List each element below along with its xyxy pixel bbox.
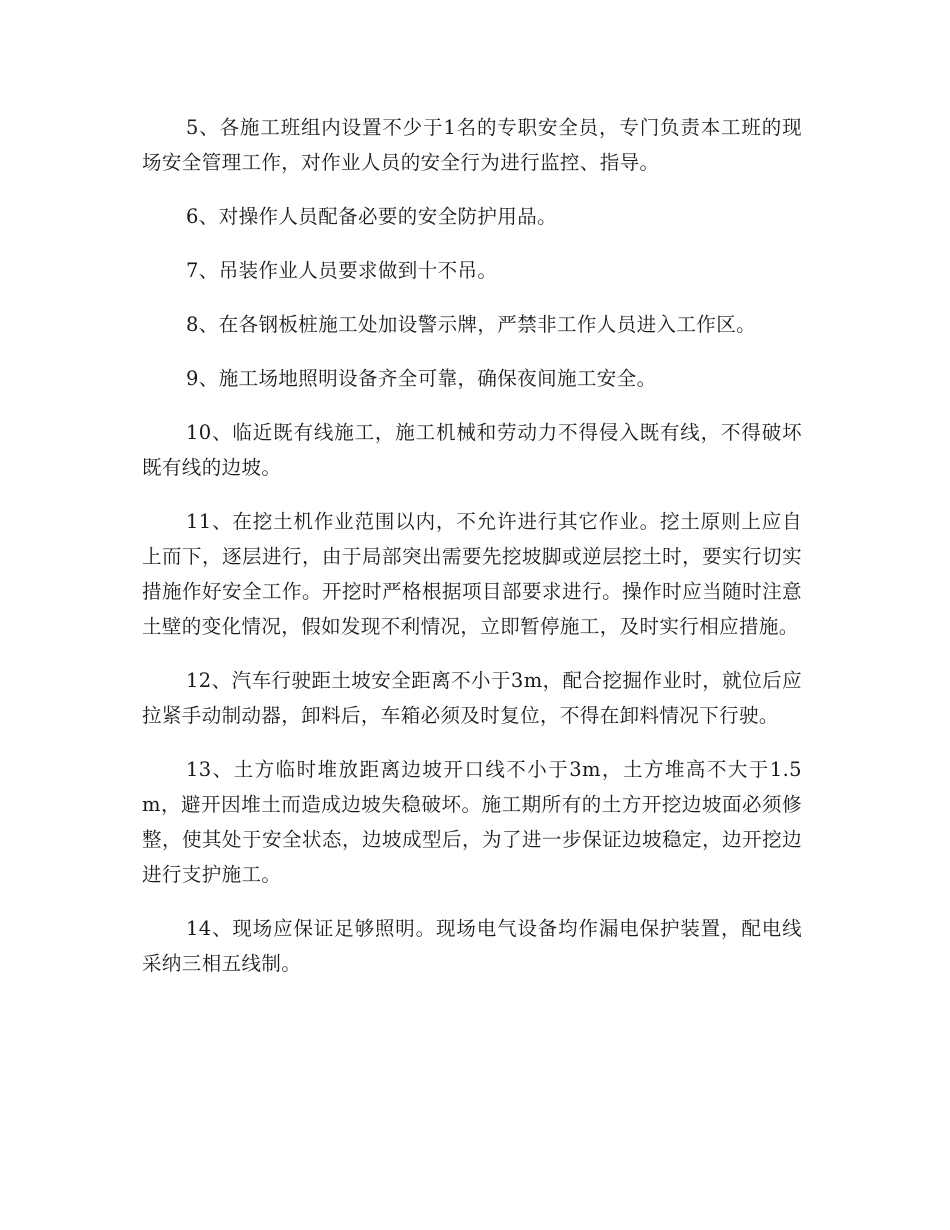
- paragraph-item-13: 13、土方临时堆放距离边坡开口线不小于3m，土方堆高不大于1.5m，避开因堆土而造成边坡失稳破坏。施工期所有的土方开挖边坡面必须修整，使其处于安全状态，边坡成型后，为了进一步保证边坡稳定，边开挖边进行支护施工。: [142, 758, 802, 886]
- paragraph-item-8: 8、在各钢板桩施工处加设警示牌，严禁非工作人员进入工作区。: [186, 313, 757, 336]
- paragraph-item-11: 11、在挖土机作业范围以内，不允许进行其它作业。挖土原则上应自上而下，逐层进行，由于局部突出需要先挖坡脚或逆层挖土时，要实行切实措施作好安全工作。开挖时严格根据项目部要求进行。操作时应当随时注意土壁的变化情况，假如发现不利情况，立即暂停施工，及时实行相应措施。: [142, 510, 802, 638]
- paragraph-item-12: 12、汽车行驶距土坡安全距离不小于3m，配合挖掘作业时，就位后应拉紧手动制动器，卸料后，车箱必须及时复位，不得在卸料情况下行驶。: [142, 669, 802, 727]
- paragraph-item-7: 7、吊装作业人员要求做到十不吊。: [186, 259, 498, 282]
- paragraph-item-14: 14、现场应保证足够照明。现场电气设备均作漏电保护装置，配电线采纳三相五线制。: [142, 917, 802, 975]
- paragraph-item-9: 9、施工场地照明设备齐全可靠，确保夜间施工安全。: [186, 367, 657, 390]
- paragraph-item-6: 6、对操作人员配备必要的安全防护用品。: [186, 205, 558, 228]
- document-page: [142, 110, 802, 1000]
- paragraph-item-5: 5、各施工班组内设置不少于1名的专职安全员，专门负责本工班的现场安全管理工作，对作业人员的安全行为进行监控、指导。: [142, 116, 802, 174]
- paragraph-item-10: 10、临近既有线施工，施工机械和劳动力不得侵入既有线，不得破坏既有线的边坡。: [142, 421, 802, 479]
